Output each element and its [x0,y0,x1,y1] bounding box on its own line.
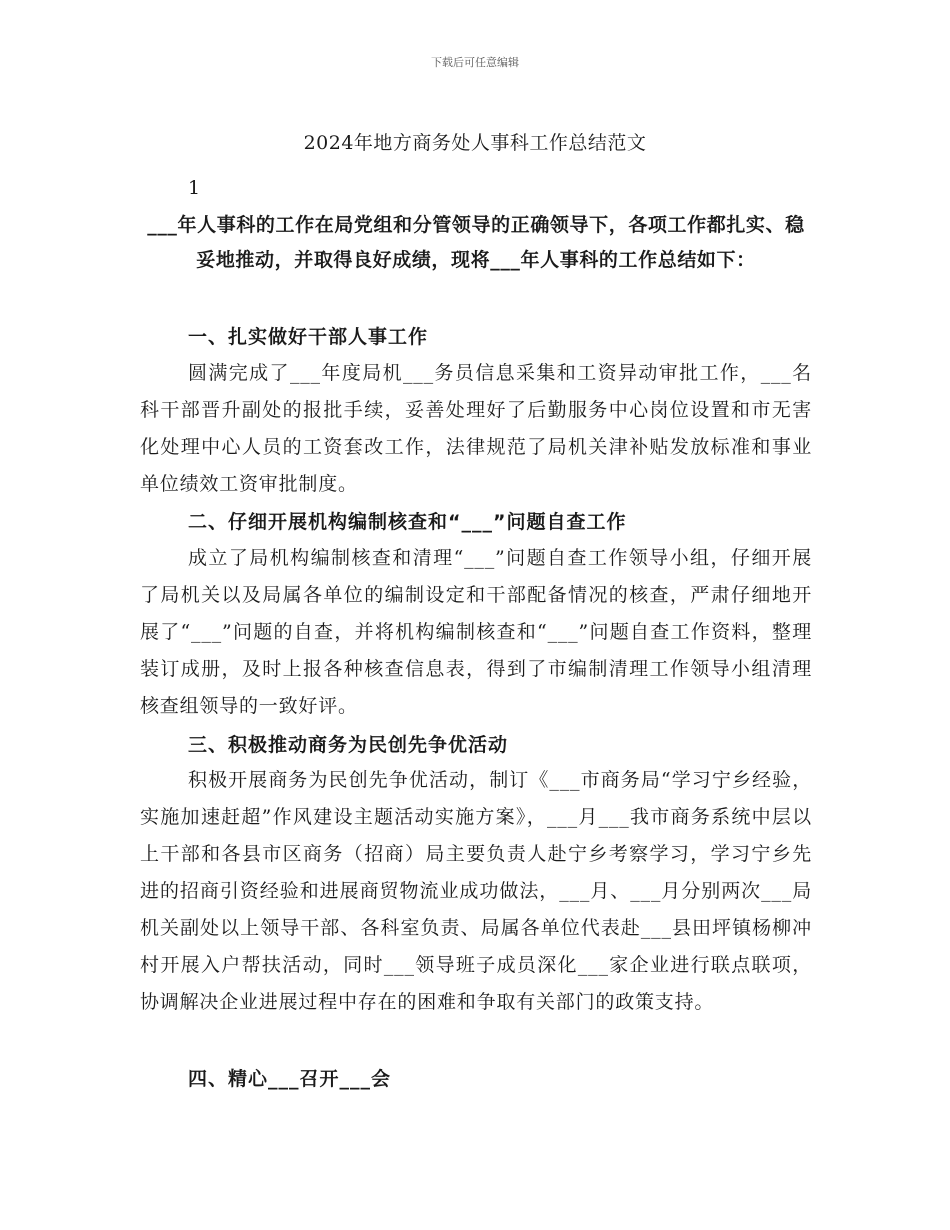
page-number: 1 [188,177,201,199]
header-note: 下载后可任意编辑 [431,56,519,69]
section-heading-2: 二、仔细开展机构编制核查和“___”问题自查工作 [188,511,627,533]
document-title: 2024年地方商务处人事科工作总结范文 [303,132,647,154]
section-heading-1: 一、扎实做好干部人事工作 [188,326,429,348]
section-paragraph-1: 圆满完成了___年度局机___务员信息采集和工资异动审批工作，___名科干部晋升副处的报批手续，妥善处理好了后勤服务中心岗位设置和市无害化处理中心人员的工资套改工作，法律规范了局机关津补贴发放标准和事业单位绩效工资审批制度。 [140,362,812,495]
section-heading-3: 三、积极推动商务为民创先争优活动 [188,734,509,756]
section-paragraph-2: 成立了局机构编制核查和清理“___”问题自查工作领导小组，仔细开展了局机关以及局属各单位的编制设定和干部配备情况的核查，严肃仔细地开展了“___”问题的自查，并将机构编制核查和“___”问题自查工作资料，整理装订成册，及时上报各种核查信息表，得到了市编制清理工作领导小组清理核查组领导的一致好评。 [140,547,812,717]
lead-paragraph: ___年人事科的工作在局党组和分管领导的正确领导下，各项工作都扎实、稳妥地推动，并取得良好成绩，现将___年人事科的工作总结如下： [147,214,805,271]
section-paragraph-3: 积极开展商务为民创先争优活动，制订《___市商务局“学习宁乡经验，实施加速赶超”作风建设主题活动实施方案》，___月___我市商务系统中层以上干部和各县市区商务（招商）局主要负责人赴宁乡考察学习，学习宁乡先进的招商引资经验和进展商贸物流业成功做法，___月、___月分别两次___局机关副处以上领导干部、各科室负责、局属各单位代表赴___县田坪镇杨柳冲村开展入户帮扶活动，同时___领导班子成员深化___家企业进行联点联项，协调解决企业进展过程中存在的困难和争取有关部门的政策支持。 [140,769,812,1013]
section-heading-4: 四、精心___召开___会 [188,1068,392,1090]
